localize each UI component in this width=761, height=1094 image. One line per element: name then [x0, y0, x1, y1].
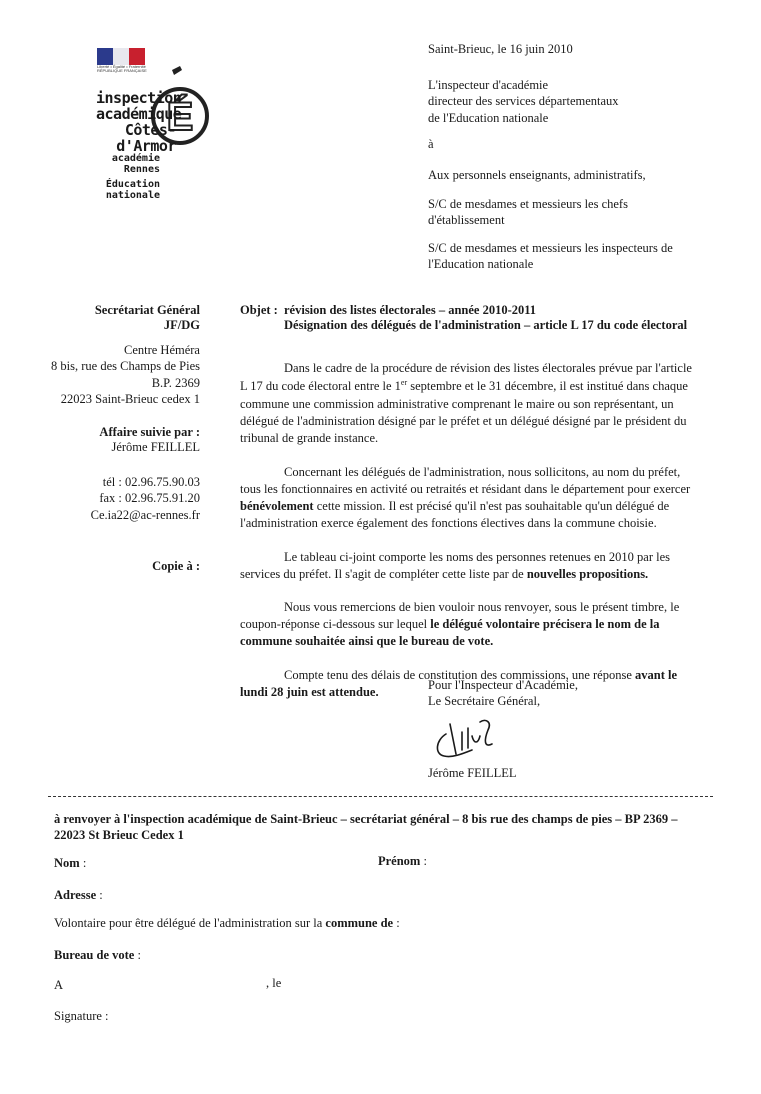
colon: : [393, 916, 400, 930]
adresse-field[interactable] [54, 887, 103, 903]
logo-line-academique: académique [96, 105, 182, 123]
p2-line: tous les fonctionnaires en activité ou retraités et résidant dans le département pour exercer [240, 482, 691, 496]
email: Ce.ia22@ac-rennes.fr [90, 507, 200, 522]
followed-by-name: Jérôme FEILLEL [111, 440, 200, 454]
service-name: Secrétariat Général [94, 303, 200, 317]
address-block [0, 342, 200, 407]
prenom-label: Prénom [378, 854, 421, 868]
recipient-line: S/C de mesdames et messieurs les inspecteurs de [428, 241, 673, 255]
recipient-2 [428, 196, 628, 229]
nom-label: Nom [54, 856, 80, 870]
bold-run: bénévolement [240, 499, 314, 513]
text-run: L 17 du code électoral entre le 1 [240, 379, 401, 394]
logo-motto: Liberté • Égalité • Fraternité [97, 64, 146, 69]
text-run: Volontaire pour être délégué de l'administration sur la [54, 916, 326, 930]
signature-field[interactable]: Signature : [54, 1009, 109, 1023]
phone: tél : 02.96.75.90.03 [102, 475, 200, 489]
address-line: B.P. 2369 [151, 375, 200, 390]
text-run: services du préfet. Il s'agit de compléter cette liste par de [240, 567, 527, 581]
logo-sub-education: Éducation [105, 179, 160, 190]
recipient-1: Aux personnels enseignants, administratifs, [428, 168, 646, 182]
bold-run: nouvelles propositions. [526, 567, 649, 581]
sender-block [428, 77, 619, 126]
bureau-label: Bureau de vote [54, 948, 135, 962]
date-field[interactable]: , le [266, 976, 282, 990]
return-address-line: à renvoyer à l'inspection académique de Saint-Brieuc – secrétariat général – 8 bis rue des champs de pies – BP 2369 – [54, 812, 678, 826]
logo-subtitle [96, 153, 160, 201]
object-line-2: Désignation des délégués de l'administration – article L 17 du code électoral [284, 318, 688, 332]
sender-line: L'inspecteur d'académie [428, 78, 549, 92]
signature-block [428, 677, 578, 710]
p3-line [240, 566, 648, 582]
superscript: er [400, 378, 408, 387]
commune-label: commune de [325, 916, 394, 930]
recipient-3 [428, 240, 673, 273]
commune-field[interactable] [54, 915, 400, 931]
sender-line: directeur des services départementaux [428, 94, 619, 109]
logo-republic: RÉPUBLIQUE FRANÇAISE [97, 68, 147, 73]
signature-line: Le Secrétaire Général, [428, 694, 541, 709]
reference: JF/DG [163, 318, 200, 332]
handwritten-signature-icon [432, 714, 522, 762]
text-run: cette mission. Il est précisé qu'il n'est pas souhaitable qu'un délégué de [313, 499, 670, 513]
copy-to-label: Copie à : [152, 559, 200, 573]
adresse-label: Adresse [54, 888, 97, 902]
p2-line: Concernant les délégués de l'administration, nous sollicitons, au nom du préfet, [284, 465, 681, 479]
p4-line [240, 616, 659, 632]
colon: : [134, 948, 141, 962]
place-field[interactable]: A [54, 978, 64, 992]
place-date: Saint-Brieuc, le 16 juin 2010 [428, 42, 573, 56]
address-line: 22023 Saint-Brieuc cedex 1 [60, 391, 200, 406]
recipient-line: d'établissement [428, 213, 505, 228]
text-run: coupon-réponse ci-dessous sur lequel [240, 617, 431, 631]
p1-line: délégué de l'administration désigné par le préfet et un délégué désigné par le président du [240, 414, 687, 428]
p1-line [240, 378, 688, 394]
bold-run: avant le [635, 668, 678, 682]
p5-line: lundi 28 juin est attendue. [240, 685, 379, 699]
object-line-1: révision des listes électorales – année 2010-2011 [284, 303, 537, 317]
p2-line [240, 498, 669, 514]
recipient-line: l'Education nationale [428, 257, 534, 272]
nom-field[interactable] [54, 855, 86, 871]
bold-run: le délégué volontaire précisera le nom de la [430, 617, 660, 631]
logo-sub-rennes: Rennes [123, 164, 160, 175]
logo-sub-academie: académie [111, 153, 160, 164]
prenom-field[interactable] [378, 853, 427, 869]
object-label: Objet : [240, 303, 278, 317]
bureau-field[interactable] [54, 947, 141, 963]
text-run: septembre et le 31 décembre, il est institué dans chaque [407, 379, 688, 394]
logo-letter: É [166, 95, 194, 139]
logo-wordmark [96, 89, 182, 155]
p1-line: tribunal de grande instance. [240, 431, 379, 445]
p1-line: Dans le cadre de la procédure de révision des listes électorales prévue par l'article [284, 361, 692, 375]
followed-by-label: Affaire suivie par : [99, 425, 200, 439]
recipient-line: S/C de mesdames et messieurs les chefs [428, 197, 628, 211]
p1-line: commune une commission administrative comprenant le maire ou son représentant, un [240, 397, 674, 411]
to-label: à [428, 137, 434, 151]
p4-line: Nous vous remercions de bien vouloir nous renvoyer, sous le présent timbre, le [284, 600, 680, 614]
fax: fax : 02.96.75.91.20 [99, 491, 200, 506]
address-line: 8 bis, rue des Champs de Pies [51, 359, 200, 374]
logo-sub-nationale: nationale [105, 190, 160, 201]
return-address-line: 22023 St Brieuc Cedex 1 [54, 828, 184, 842]
logo-line-cotes-armor: Côtes-d'Armor [116, 121, 176, 155]
signature-line: Pour l'Inspecteur d'Académie, [428, 678, 578, 692]
colon: : [420, 854, 427, 868]
contact-block [0, 474, 200, 523]
address-line: Centre Héméra [123, 343, 200, 357]
logo-line-inspection: inspection [96, 89, 182, 107]
signatory-name: Jérôme FEILLEL [428, 766, 517, 780]
p4-line: commune souhaitée ainsi que le bureau de vote. [240, 634, 494, 648]
republique-francaise-logo [97, 48, 147, 74]
colon: : [79, 856, 87, 870]
p3-line: Le tableau ci-joint comporte les noms des personnes retenues en 2010 par les [284, 550, 670, 564]
colon: : [96, 888, 103, 902]
sender-line: de l'Education nationale [428, 110, 549, 125]
text-run: Compte tenu des délais de constitution des commissions, une réponse [284, 668, 635, 682]
cut-line [48, 796, 713, 797]
p2-line: l'administration exerce également des fonctions électives dans la commune choisie. [240, 516, 657, 530]
